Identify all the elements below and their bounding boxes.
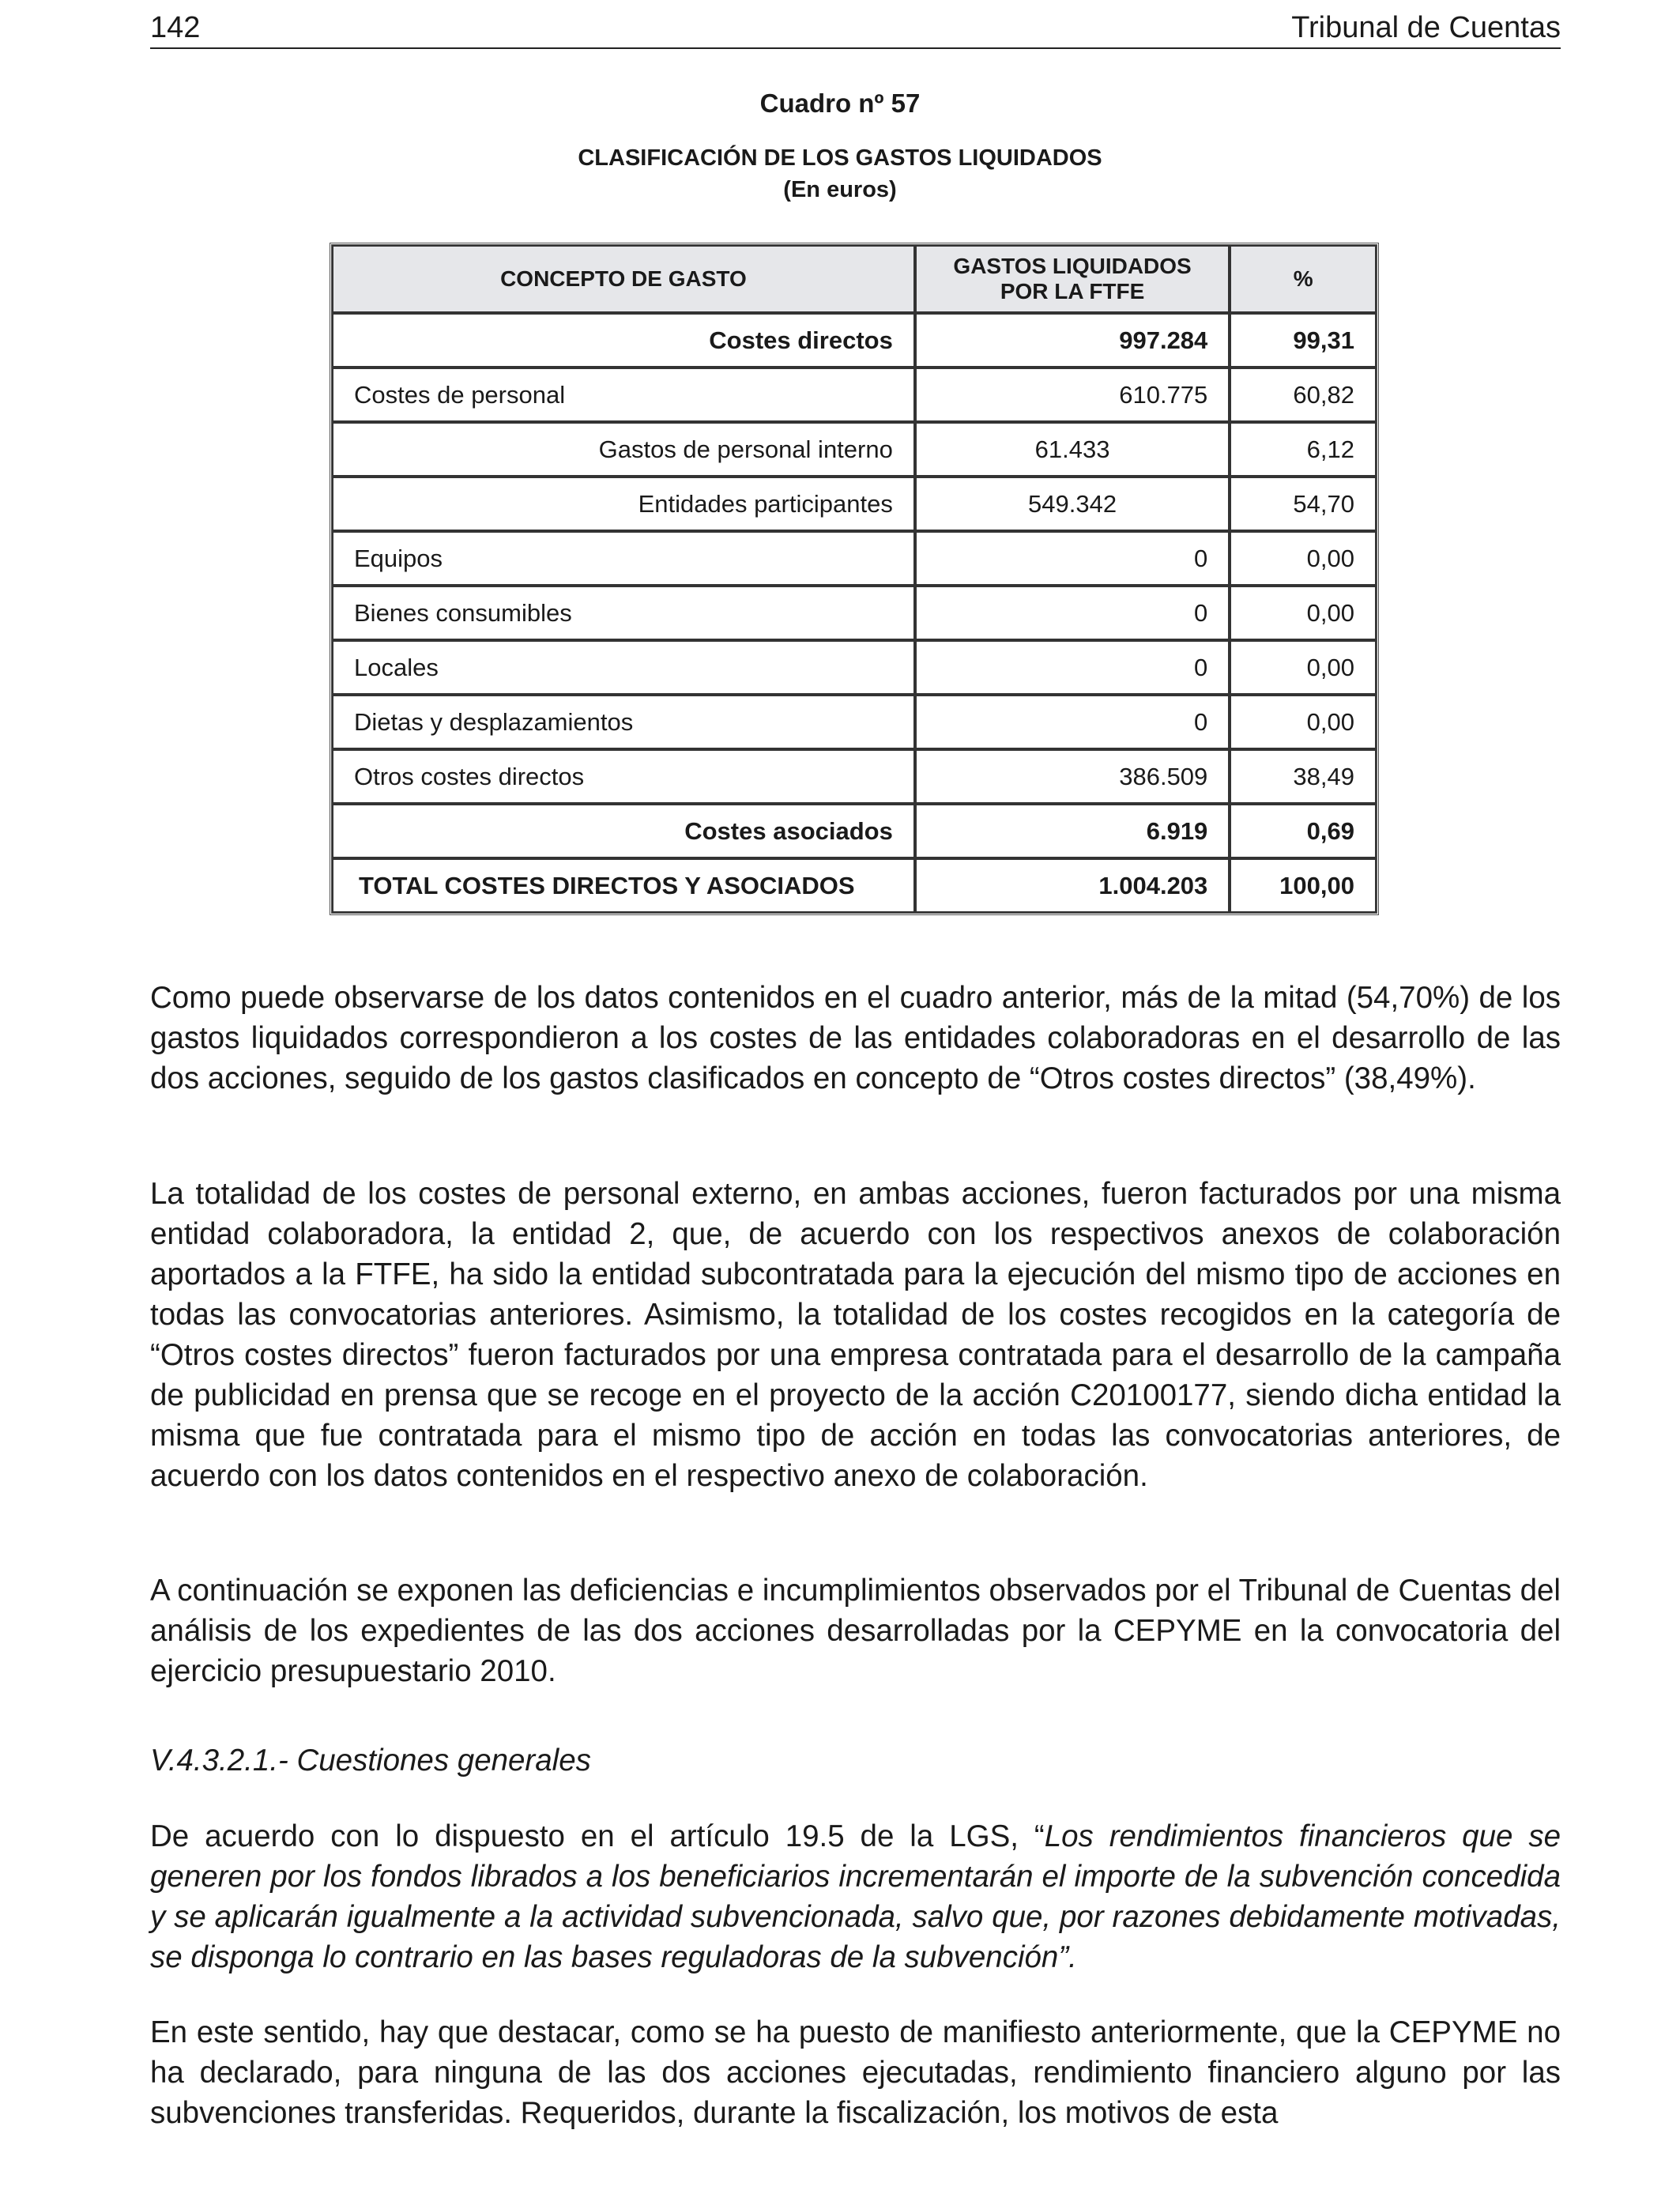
row-pct: 0,00 [1230,531,1377,586]
row-pct: 0,00 [1230,640,1377,695]
table-row [332,749,1377,804]
table-row [332,640,1377,695]
row-pct: 99,31 [1230,313,1377,368]
row-concept: Entidades participantes [332,477,915,531]
row-amount: 386.509 [915,749,1230,804]
row-pct: 100,00 [1230,858,1377,913]
row-amount: 61.433 [915,422,1230,477]
row-concept: Locales [332,640,915,695]
table-caption-units: (En euros) [783,177,897,202]
section-heading: V.4.3.2.1.- Cuestiones generales [150,1744,591,1777]
row-concept: TOTAL COSTES DIRECTOS Y ASOCIADOS [332,858,915,913]
table-row [332,531,1377,586]
row-amount: 549.342 [915,477,1230,531]
row-amount: 0 [915,640,1230,695]
table-row [332,586,1377,640]
row-pct: 0,00 [1230,586,1377,640]
table-total-row [332,858,1377,913]
row-concept: Equipos [332,531,915,586]
row-amount: 1.004.203 [915,858,1230,913]
row-concept: Costes de personal [332,368,915,422]
row-amount: 0 [915,586,1230,640]
running-title: Tribunal de Cuentas [1291,11,1561,44]
table-row [332,313,1377,368]
paragraph-2: La totalidad de los costes de personal externo, en ambas acciones, fueron facturados por una misma entidad colaboradora, la entidad 2, que, de acuerdo con los respectivos anexos de colaboración aportados a la FTFE, ha sido la entidad subcontratada para la ejecución del mismo tipo de acciones en todas las convocatorias anteriores. Asimismo, la totalidad de los costes recogidos en la categoría de “Otros costes directos” fueron facturados por una empresa contratada para el desarrollo de la campaña de publicidad en prensa que se recoge en el proyecto de la acción C20100177, siendo dicha entidad la misma que fue contratada para el mismo tipo de acción en todas las convocatorias anteriores, de acuerdo con los datos contenidos en el respectivo anexo de colaboración. [150,1177,1561,1493]
row-concept: Dietas y desplazamientos [332,695,915,749]
row-amount: 0 [915,531,1230,586]
paragraph-4 [150,1816,1561,1977]
row-amount: 997.284 [915,313,1230,368]
row-pct: 54,70 [1230,477,1377,531]
row-concept: Bienes consumibles [332,586,915,640]
row-pct: 60,82 [1230,368,1377,422]
row-pct: 0,69 [1230,804,1377,858]
row-concept: Otros costes directos [332,749,915,804]
paragraph-3: A continuación se exponen las deficiencias e incumplimientos observados por el Tribunal de Cuentas del análisis de los expedientes de las dos acciones desarrolladas por la CEPYME en la convocatoria del ejercicio presupuestario 2010. [150,1574,1561,1688]
paragraph-5: En este sentido, hay que destacar, como se ha puesto de manifiesto anteriormente, que la CEPYME no ha declarado, para ninguna de las dos acciones ejecutadas, rendimiento financiero alguno por las subvenciones transferidas. Requeridos, durante la fiscalización, los motivos de esta [150,2015,1561,2130]
paragraph-4-quote: Los rendimientos financieros que se generen por los fondos librados a los beneficiarios incrementarán el importe de la subvención concedida y se aplicarán igualmente a la actividad subvencionada, salvo que, por razones debidamente motivadas, se disponga lo contrario en las bases reguladoras de la subvención”. [150,1819,1561,1974]
header-pct: % [1230,245,1377,313]
paragraph-4-lead: De acuerdo con lo dispuesto en el artículo 19.5 de la LGS, “ [150,1819,1045,1853]
row-concept: Costes asociados [332,804,915,858]
header-gastos: GASTOS LIQUIDADOS POR LA FTFE [915,245,1230,313]
table-caption-subtitle: CLASIFICACIÓN DE LOS GASTOS LIQUIDADOS [578,145,1102,171]
table-row [332,695,1377,749]
table-header-row [332,245,1377,313]
row-amount: 6.919 [915,804,1230,858]
table-row [332,422,1377,477]
table-caption-title: Cuadro nº 57 [759,89,921,118]
table-row [332,477,1377,531]
page-number: 142 [150,11,201,44]
row-pct: 0,00 [1230,695,1377,749]
expenses-table [330,243,1379,915]
row-pct: 38,49 [1230,749,1377,804]
row-amount: 0 [915,695,1230,749]
header-concepto: CONCEPTO DE GASTO [332,245,915,313]
table-row [332,368,1377,422]
table-row [332,804,1377,858]
row-concept: Costes directos [332,313,915,368]
row-concept: Gastos de personal interno [332,422,915,477]
row-amount: 610.775 [915,368,1230,422]
page-header [150,6,1561,49]
paragraph-1: Como puede observarse de los datos contenidos en el cuadro anterior, más de la mitad (54,70%) de los gastos liquidados correspondieron a los costes de las entidades colaboradoras en el desarrollo de las dos acciones, seguido de los gastos clasificados en concepto de “Otros costes directos” (38,49%). [150,981,1561,1095]
row-pct: 6,12 [1230,422,1377,477]
